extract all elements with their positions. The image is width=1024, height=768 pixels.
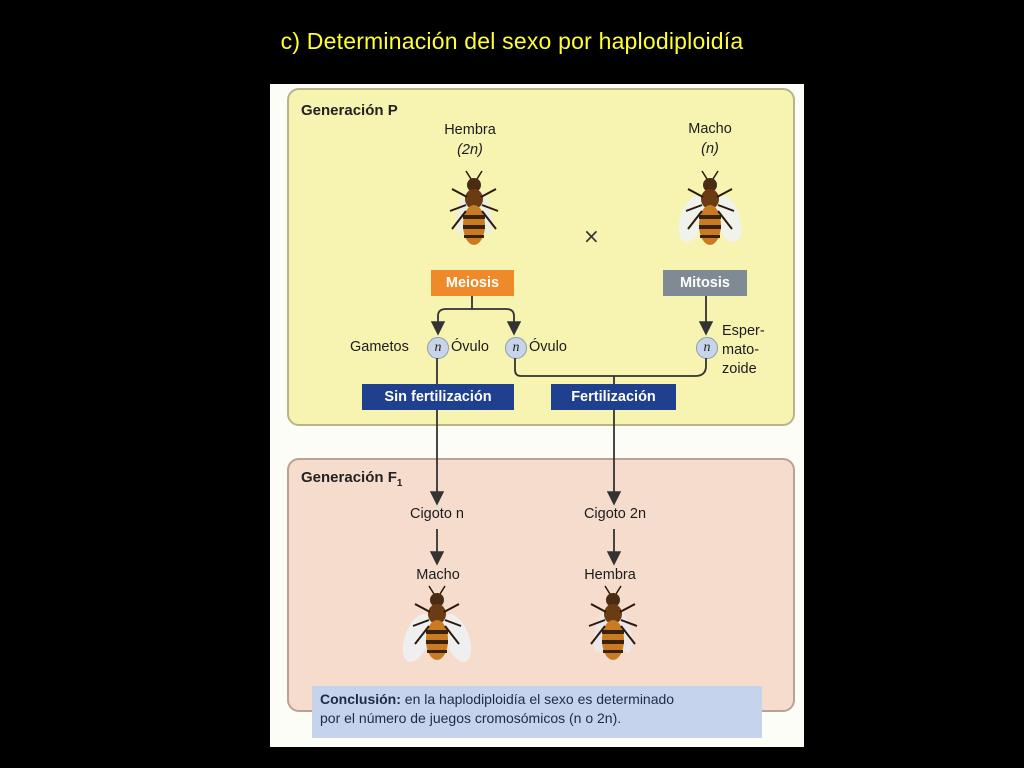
generation-f1-label: Generación $F_1$ [301,469,403,489]
gametes-label: Gametos [350,339,409,355]
ovule-1-label: Óvulo [451,339,489,355]
haplodiploidy-figure [270,84,804,747]
bee-male-icon [397,586,477,666]
bee-female-icon [450,171,498,245]
f1-male-label: Macho [416,567,460,583]
n-circle-icon: n [505,337,527,359]
zygote-n-label: Cigoto n [409,506,464,522]
zygote-2n-label: Cigoto 2n [583,506,647,522]
n-circle-icon: n [427,337,449,359]
cross-symbol: × [583,224,600,248]
sperm-label-3: zoide [722,361,757,377]
conclusion-line-1: en la haplodiploidía el sexo es determinado [404,691,675,707]
fertilization-badge: Fertilización [551,384,676,410]
male-ploidy: (n) [701,141,719,157]
sperm-label-2: mato- [722,342,760,358]
f1-female-label: Hembra [584,567,636,583]
ovule-2-label: Óvulo [529,339,567,355]
conclusion-heading: Conclusión: [320,691,401,707]
arrow-icon [437,358,614,562]
generation-p-label: Generación P [301,102,398,119]
female-ploidy: (2n) [457,142,483,158]
meiosis-badge: Meiosis [431,270,514,296]
mitosis-badge: Mitosis [663,270,747,296]
bee-male-icon [673,171,747,246]
sperm-label-1: Esper- [722,323,765,339]
conclusion-line-2: por el número de juegos cromosómicos (n o 2n). [320,709,622,726]
arrow-icon [515,358,706,384]
no-fertilization-badge: Sin fertilización [362,384,514,410]
diagram-lines [270,84,804,747]
slide-title: c) Determinación del sexo por haplodiploidía [280,28,744,54]
arrow-icon [438,296,514,332]
n-circle-icon: n [696,337,718,359]
male-label: Macho [688,121,732,137]
bee-female-icon [589,586,637,660]
female-label: Hembra [444,122,496,138]
